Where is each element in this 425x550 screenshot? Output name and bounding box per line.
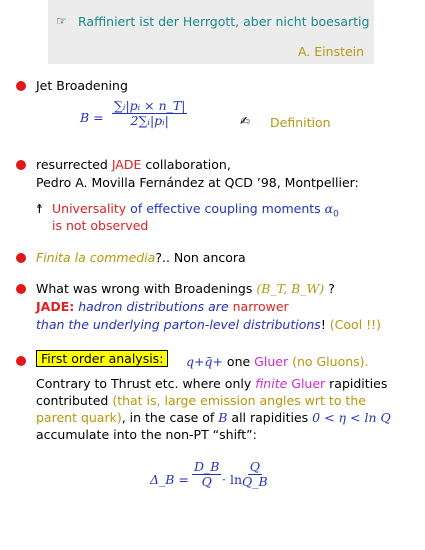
jet-title: Jet Broadening [36, 78, 128, 93]
b-numerator: ∑ᵢ|pᵢ × n_T| [114, 98, 186, 113]
first-p3: parent quark), in the case of B all rapidities 0 < η < ln Q [36, 410, 391, 425]
pointing-hand-icon: ☞ [56, 14, 67, 28]
first-p1: Contrary to Thrust etc. where only finite Gluer rapidities [36, 376, 388, 391]
dagger-icon: ☨ [36, 201, 43, 216]
wrong-line3: than the underlying parton-level distributions! (Cool !!) [36, 317, 382, 332]
bullet [16, 356, 26, 366]
b-lhs: B = [80, 110, 104, 125]
definition-label: Definition [270, 115, 331, 130]
universality-line2: is not observed [52, 218, 149, 233]
delta-dot-ln: · ln [222, 472, 242, 487]
delta-lhs: Δ_B = [150, 472, 189, 487]
wrong-line1: What was wrong with Broadenings (B_T, B_W) ? [36, 281, 335, 296]
b-fraction [112, 99, 187, 128]
finita-line: Finita la commedia?.. Non ancora [36, 250, 246, 265]
jade-line1: resurrected JADE collaboration, [36, 157, 231, 172]
quote-text: Raffiniert ist der Herrgott, aber nicht boesartig [78, 14, 370, 29]
first-order-rest: q+q̄+ one Gluer (no Gluons). [186, 354, 369, 369]
quote-author: A. Einstein [298, 44, 365, 59]
bullet [16, 284, 26, 294]
delta-frac1: $\frac{D\_B}{Q}$ [194, 459, 220, 489]
universality-line1: Universality of effective coupling moments $\alpha_0$ [52, 201, 339, 220]
bullet [16, 160, 26, 170]
bullet [16, 253, 26, 263]
hand-writing-icon: ✍ [240, 114, 251, 128]
first-p4: accumulate into the non-PT “shift”: [36, 427, 257, 442]
jade-line2: Pedro A. Movilla Fernández at QCD ’98, Montpellier: [36, 175, 359, 190]
bullet [16, 81, 26, 91]
wrong-line2: JADE: hadron distributions are narrower [36, 299, 289, 314]
b-denominator: 2∑ᵢ|pᵢ| [130, 113, 169, 128]
first-order-label: First order analysis: [36, 351, 168, 366]
first-p2: contributed (that is, large emission angles wrt to the [36, 393, 366, 408]
delta-frac2: $\frac{Q}{Q\_B}$ [242, 459, 268, 489]
